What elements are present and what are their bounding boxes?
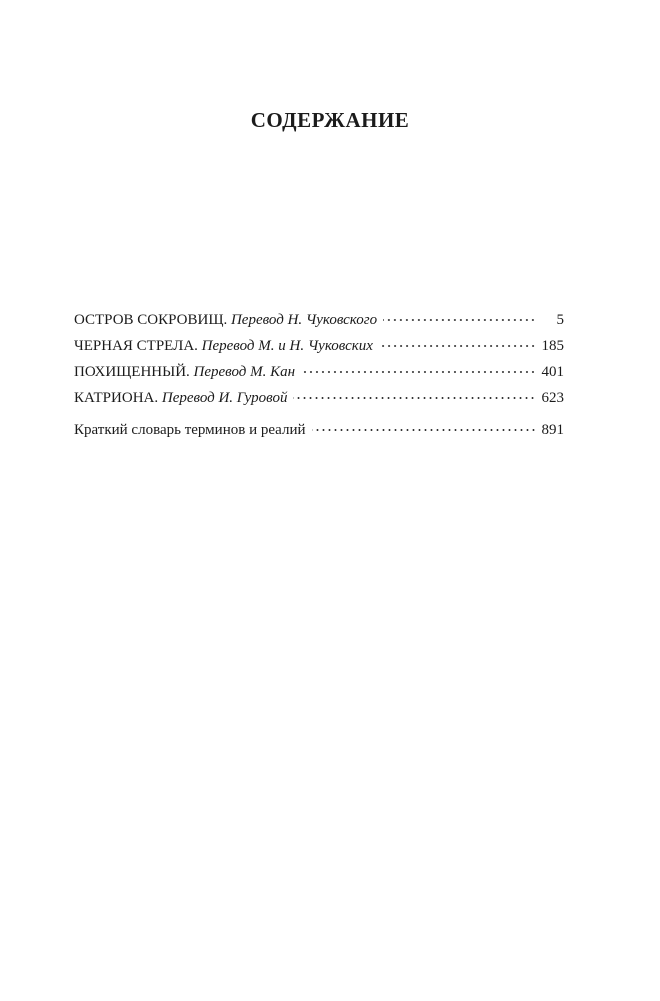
toc-entry-translator: Перевод И. Гуровой: [161, 390, 288, 406]
toc-entry-title: ЧЕРНАЯ СТРЕЛА. Перевод М. и Н. Чуковских: [74, 338, 373, 354]
toc-entry-catriona: [74, 390, 564, 406]
toc-entry-title: ОСТРОВ СОКРОВИЩ. Перевод Н. Чуковского: [74, 312, 378, 328]
dot-leader: [301, 371, 536, 373]
toc-entry-black-arrow: [74, 338, 564, 354]
toc-entry-page: 185: [541, 338, 564, 354]
toc-entry-translator: Перевод Н. Чуковского: [230, 312, 378, 328]
toc-entry-translator: Перевод М. Кан: [193, 364, 296, 380]
dot-leader: [293, 397, 536, 399]
toc-entry-page: 401: [541, 364, 564, 380]
dot-leader: [312, 429, 536, 431]
toc-entry-page: 623: [541, 390, 564, 406]
dot-leader: [379, 345, 536, 347]
toc-entry-title: Краткий словарь терминов и реалий: [74, 422, 306, 438]
dot-leader: [383, 319, 536, 321]
toc-entry-kidnapped: [74, 364, 564, 380]
toc-entry-title: ПОХИЩЕННЫЙ. Перевод М. Кан: [74, 364, 296, 380]
toc-entry-title: КАТРИОНА. Перевод И. Гуровой: [74, 390, 288, 406]
toc-entry-page: 5: [556, 312, 564, 328]
toc-entry-glossary: [74, 422, 564, 438]
toc-entry-page: 891: [541, 422, 564, 438]
toc-entry-translator: Перевод М. и Н. Чуковских: [201, 338, 373, 354]
toc-entry-treasure-island: [74, 312, 564, 328]
page-heading: СОДЕРЖАНИЕ: [250, 108, 410, 132]
table-of-contents: [74, 312, 564, 438]
